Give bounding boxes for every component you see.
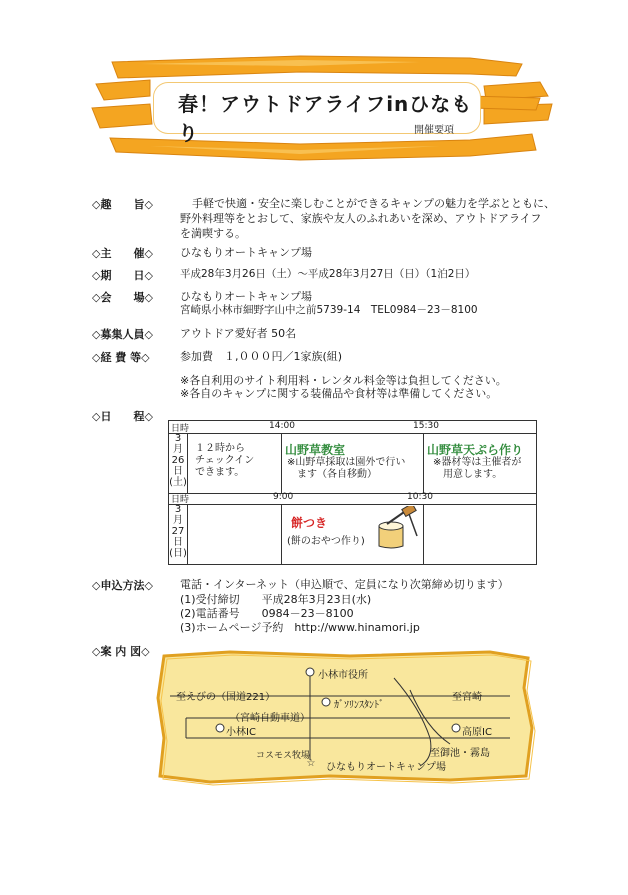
day1-date-d: 26 bbox=[171, 455, 185, 466]
participants-value: アウトドア愛好者 50名 bbox=[180, 327, 297, 340]
day1-event2-title: 山野草天ぷら作り bbox=[427, 443, 524, 457]
day1-date-day: 日 bbox=[173, 466, 183, 477]
application-item-1: (1)受付締切 平成28年3月23日(水) bbox=[180, 593, 372, 606]
day2-date-week: (日) bbox=[169, 548, 187, 559]
day1-event2-desc-1: ※器材等は主催者が bbox=[433, 457, 522, 468]
day1-checkin-2: チェックイン bbox=[195, 455, 255, 466]
purpose-line-3: を満喫する。 bbox=[180, 227, 246, 240]
day1-checkin-cell bbox=[187, 433, 282, 493]
day1-date-m: 3 bbox=[174, 433, 182, 444]
day1-event1-desc-1: ※山野草採取は園外で行い bbox=[287, 457, 406, 468]
period-value: 平成28年3月26日（土）～平成28年3月27日（日）（1泊2日） bbox=[180, 268, 476, 280]
venue-address: 宮崎県小林市細野字山中之前5739-14 TEL0984－23－8100 bbox=[180, 304, 478, 316]
map-campsite: ひなもりオートキャンプ場 bbox=[326, 762, 446, 773]
day1-time-1: 14:00 bbox=[269, 421, 295, 431]
purpose-label: ◇趣 旨◇ bbox=[92, 198, 153, 211]
svg-text:☆: ☆ bbox=[306, 758, 316, 769]
map-to-mi-ike: 至御池・霧島 bbox=[430, 748, 490, 759]
day2-event-title: 餅つき bbox=[291, 516, 328, 530]
day1-event1-desc-2: ます（各自移動） bbox=[297, 469, 377, 480]
purpose-line-1: 手軽で快適・安全に楽しむことができるキャンプの魅力を学ぶとともに、 bbox=[192, 197, 555, 210]
map-city-hall: 小林市役所 bbox=[318, 670, 368, 681]
day1-event1-title: 山野草教室 bbox=[285, 443, 346, 457]
day2-date-day: 日 bbox=[173, 537, 183, 548]
day1-time-2: 15:30 bbox=[413, 421, 439, 431]
cost-value: 参加費 １,０００円／1家族(組) bbox=[180, 350, 343, 363]
day2-date-m: 3 bbox=[174, 504, 182, 515]
schedule-day2 bbox=[168, 492, 537, 565]
day2-event-cell bbox=[281, 504, 424, 564]
day2-time-1: 9:00 bbox=[273, 492, 294, 502]
day2-header-label: 日時 bbox=[171, 495, 190, 505]
day2-time-2: 10:30 bbox=[407, 492, 433, 502]
day1-event2-cell bbox=[423, 433, 536, 493]
day1-event2-desc-2: 用意します。 bbox=[443, 469, 503, 480]
application-label: ◇申込方法◇ bbox=[92, 579, 153, 592]
day1-date-week: (土) bbox=[169, 477, 187, 488]
map-gas-station: ｶﾞｿﾘﾝｽﾀﾝﾄﾞ bbox=[334, 700, 384, 711]
day1-event1-cell bbox=[281, 433, 424, 493]
day1-checkin-1: １２時から bbox=[195, 443, 245, 454]
participants-label: ◇募集人員◇ bbox=[92, 328, 153, 341]
map-route221: 至えびの（国道221） bbox=[176, 692, 276, 703]
day2-empty-cell bbox=[187, 504, 282, 564]
application-item-3[interactable]: (3)ホームページ予約 http://www.hinamori.jp bbox=[180, 621, 420, 634]
schedule-label: ◇日 程◇ bbox=[92, 410, 153, 423]
day2-event-desc: (餅のおやつ作り) bbox=[287, 536, 365, 547]
period-label: ◇期 日◇ bbox=[92, 269, 153, 282]
day1-checkin-3: できます。 bbox=[195, 467, 245, 478]
map-to-miyazaki: 至宮崎 bbox=[452, 692, 482, 703]
schedule-day1 bbox=[168, 420, 537, 494]
day1-date bbox=[169, 433, 188, 493]
map-kobayashi-ic: 小林IC bbox=[226, 727, 256, 738]
day1-date-month: 月 bbox=[173, 444, 183, 455]
page-title: 春！アウトドアライフinひなもり bbox=[178, 92, 473, 145]
page-subtitle: 開催要項 bbox=[414, 125, 454, 136]
day2-empty-cell-2 bbox=[423, 504, 536, 564]
day2-date bbox=[169, 504, 188, 564]
cost-note-2: ※各自のキャンプに関する装備品や食材等は準備してください。 bbox=[180, 387, 498, 400]
application-item-2: (2)電話番号 0984－23－8100 bbox=[180, 607, 354, 620]
cost-note-1: ※各自利用のサイト利用料・レンタル料金等は負担してください。 bbox=[180, 374, 507, 387]
day1-header-label: 日時 bbox=[171, 424, 190, 434]
venue-name: ひなもりオートキャンプ場 bbox=[180, 290, 312, 303]
day2-date-d: 27 bbox=[171, 526, 185, 537]
map-label: ◇案 内 図◇ bbox=[92, 645, 150, 658]
application-intro: 電話・インターネット（申込順で、定員になり次第締め切ります） bbox=[180, 578, 509, 591]
cost-label: ◇経 費 等◇ bbox=[92, 351, 150, 364]
day2-date-month: 月 bbox=[173, 515, 183, 526]
organizer-value: ひなもりオートキャンプ場 bbox=[180, 246, 312, 259]
map-cosmos: コスモス牧場 bbox=[256, 751, 311, 761]
organizer-label: ◇主 催◇ bbox=[92, 247, 153, 260]
mochi-pounding-icon bbox=[373, 506, 419, 550]
map-expressway: （宮崎自動車道） bbox=[230, 713, 310, 724]
purpose-line-2: 野外料理等をとおして、家族や友人のふれあいを深め、アウトドアライフ bbox=[180, 212, 542, 225]
map-takaharu-ic: 高原IC bbox=[462, 727, 492, 738]
venue-label: ◇会 場◇ bbox=[92, 291, 153, 304]
